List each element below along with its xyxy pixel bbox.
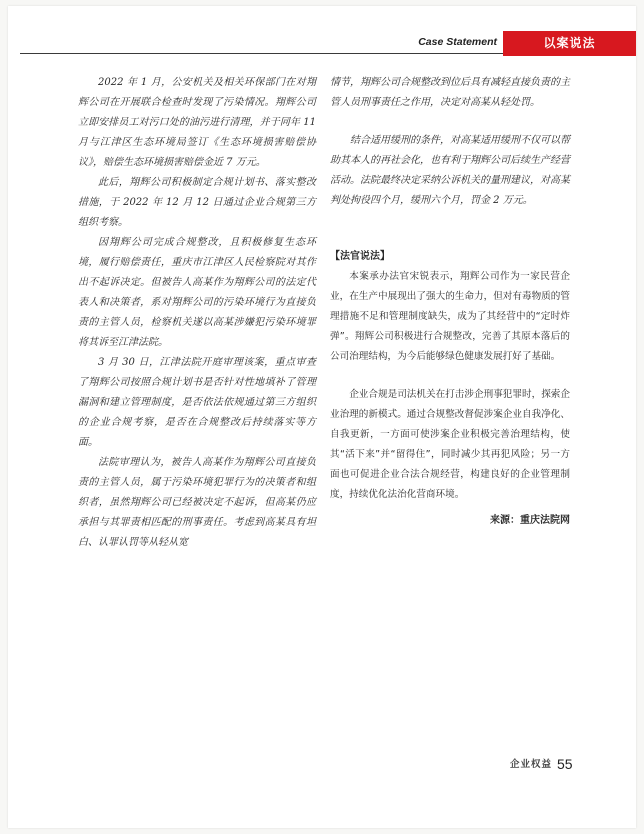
header-english-title: Case Statement (418, 36, 497, 48)
page-number: 55 (557, 756, 573, 772)
section-tag: 以案说法 (503, 31, 636, 56)
right-column (330, 73, 570, 531)
paragraph: 3 月 30 日，江津法院开庭审理该案，重点审查了翔辉公司按照合规计划书是否针对性地填补了管理漏洞和建立管理制度，是否依法依规通过第三方组织的企业合规考察，是否在合规整改后持续落实等方面。 (78, 357, 316, 448)
paragraph-continuation: 情节，翔辉公司合规整改到位后具有减轻直接负责的主管人员刑事责任之作用，决定对高某从轻处罚。 (330, 77, 570, 108)
paragraph: 本案承办法官宋锐表示，翔辉公司作为一家民营企业，在生产中展现出了强大的生命力，但对有毒物质的管理措施不足和管理制度缺失，成为了其经营中的“定时炸弹”。翔辉公司积极进行合规整改，完善了其原本落后的公司治理结构，为今后能够绿色健康发展打好了基础。 (330, 271, 570, 362)
paragraph: 法院审理认为，被告人高某作为翔辉公司直接负责的主管人员，属于污染环境犯罪行为的决策者和组织者，虽然翔辉公司已经被决定不起诉，但高某仍应承担与其罪责相匹配的刑事责任。考虑到高某具有坦白、认罪认罚等从轻从宽 (78, 457, 316, 548)
source-credit: 来源：重庆法院网 (490, 515, 570, 526)
footer-magazine-name: 企业权益 (509, 759, 552, 770)
paragraph: 企业合规是司法机关在打击涉企刑事犯罪时，探索企业治理的新模式。通过合规整改督促涉案企业自我净化、自我更新，一方面可使涉案企业积极完善治理结构，使其“活下来”并“留得住”，同时减少其再犯风险；另一方面也可促进企业合法合规经营，构建良好的企业管理制度，持续优化法治化营商环境。 (330, 389, 570, 500)
paragraph: 因翔辉公司完成合规整改，且积极修复生态环境，履行赔偿责任，重庆市江津区人民检察院对其作出不起诉决定。但被告人高某作为翔辉公司的法定代表人和决策者，系对翔辉公司的污染环境行为直接负责的主管人员，检察机关遂以高某涉嫌犯污染环境罪将其诉至江津法院。 (78, 237, 316, 348)
section-heading: 【法官说法】 (330, 251, 390, 262)
paragraph: 结合适用缓刑的条件，对高某适用缓刑不仅可以帮助其本人的再社会化，也有利于翔辉公司后续生产经营活动。法院最终决定采纳公诉机关的量刑建议，对高某判处拘役四个月，缓刑六个月，罚金 2 万元。 (330, 135, 570, 206)
paragraph: 此后，翔辉公司积极制定合规计划书、落实整改措施，于 2022 年 12 月 12 日通过企业合规第三方组织考察。 (78, 177, 316, 228)
paragraph: 2022 年 1 月，公安机关及相关环保部门在对翔辉公司在开展联合检查时发现了污染情况。翔辉公司立即安排员工对污口处的油污进行清理，并于同年 11 月与江津区生态环境局签订《生态环境损害赔偿协议》，赔偿生态环境损害赔偿金近 7 万元。 (78, 77, 316, 168)
left-column (78, 73, 316, 553)
